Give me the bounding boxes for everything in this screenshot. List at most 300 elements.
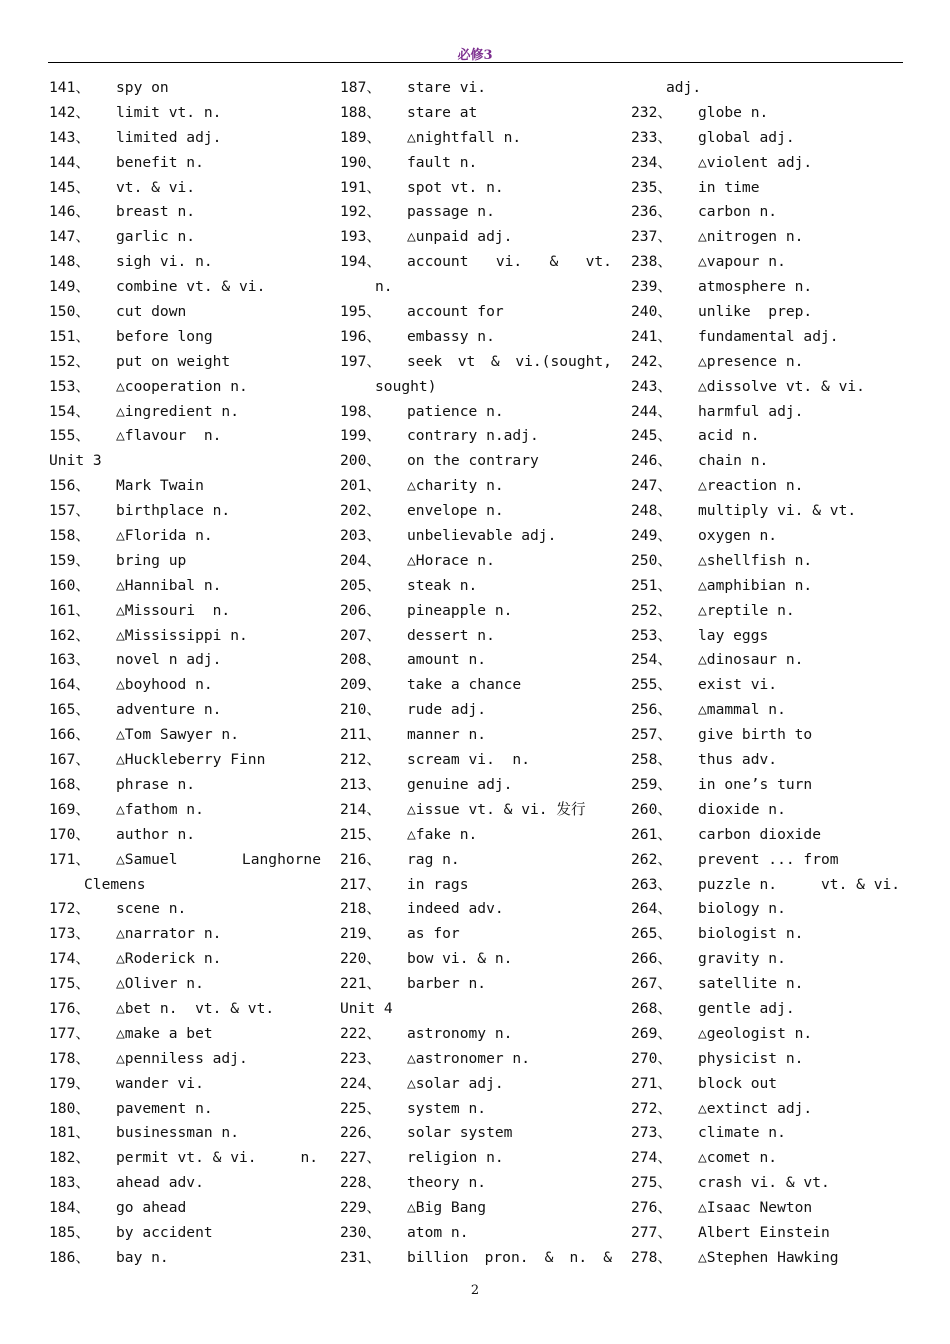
- vocab-term: spy on: [116, 79, 169, 96]
- vocab-term: indeed adv.: [407, 900, 504, 918]
- entry-number: 252、: [631, 601, 672, 619]
- vocab-term: thus adv.: [698, 751, 778, 769]
- vocab-entry: [340, 873, 612, 898]
- entry-number: 201、: [340, 477, 381, 495]
- vocab-entry: [631, 599, 903, 624]
- unit-heading: [49, 449, 321, 474]
- vocab-entry: [340, 1196, 612, 1221]
- entry-number: 194、: [340, 253, 381, 271]
- vocab-entry-continuation: [49, 873, 321, 898]
- vocab-entry: [631, 524, 903, 549]
- entry-number: 189、: [340, 128, 381, 146]
- vocab-term: △Isaac Newton: [698, 1199, 813, 1217]
- vocab-entry: [49, 350, 321, 375]
- vocab-entry: [340, 200, 612, 225]
- vocab-entry: [340, 76, 612, 101]
- vocab-term: multiply vi. & vt.: [698, 502, 857, 520]
- entry-number: 251、: [631, 576, 672, 594]
- entry-number: 230、: [340, 1223, 381, 1241]
- vocab-entry: [631, 474, 903, 499]
- vocab-entry: [631, 300, 903, 325]
- vocab-term-word: &: [603, 1248, 612, 1266]
- vocab-entry: [340, 922, 612, 947]
- vocab-entry: [49, 275, 321, 300]
- vocab-entry: [340, 723, 612, 748]
- vocab-entry: [631, 275, 903, 300]
- vocab-term: system n.: [407, 1099, 487, 1117]
- vocab-entry: [631, 723, 903, 748]
- vocab-entry: [631, 1072, 903, 1097]
- entry-number: 154、: [49, 402, 90, 420]
- entry-number: 209、: [340, 676, 381, 694]
- vocab-term-word: &: [490, 352, 500, 370]
- vocab-entry: [49, 176, 321, 201]
- entry-number: 163、: [49, 651, 90, 669]
- vocab-entry: [49, 325, 321, 350]
- vocab-term: △flavour n.: [116, 427, 222, 445]
- entry-number: 157、: [49, 502, 90, 520]
- entry-number: 275、: [631, 1174, 672, 1192]
- entry-number: 222、: [340, 1024, 381, 1042]
- entry-number: 266、: [631, 950, 672, 968]
- unit-heading-text: Unit 3: [49, 452, 102, 470]
- vocab-entry: [49, 698, 321, 723]
- vocab-term: △boyhood n.: [116, 676, 213, 694]
- vocab-entry: [49, 524, 321, 549]
- vocab-entry: [631, 499, 903, 524]
- vocab-entry: [49, 823, 321, 848]
- vocab-term: religion n.: [407, 1149, 504, 1167]
- entry-number: 248、: [631, 502, 672, 520]
- vocab-entry: [49, 225, 321, 250]
- entry-number: 221、: [340, 975, 381, 993]
- vocab-term: △Horace n.: [407, 551, 495, 569]
- entry-number: 147、: [49, 228, 90, 246]
- vocab-entry: [49, 1146, 321, 1171]
- entry-number: 274、: [631, 1149, 672, 1167]
- entry-number: 176、: [49, 999, 90, 1017]
- vocab-entry: [49, 922, 321, 947]
- entry-number: 226、: [340, 1124, 381, 1142]
- entry-number: 267、: [631, 975, 672, 993]
- entry-number: 262、: [631, 850, 672, 868]
- vocab-entry: [631, 1246, 903, 1271]
- vocab-entry: [49, 748, 321, 773]
- vocab-entry: [340, 848, 612, 873]
- entry-number: 160、: [49, 576, 90, 594]
- vocab-term: △unpaid adj.: [407, 228, 513, 246]
- entry-number: 190、: [340, 153, 381, 171]
- vocab-term: go ahead: [116, 1199, 187, 1217]
- vocab-term: △reptile n.: [698, 601, 795, 619]
- vocab-entry: [631, 648, 903, 673]
- entry-number: 249、: [631, 527, 672, 545]
- vocab-term: carbon n.: [698, 203, 778, 221]
- entry-number: 207、: [340, 626, 381, 644]
- entry-number: 271、: [631, 1074, 672, 1092]
- vocab-entry: [631, 698, 903, 723]
- vocab-entry: [631, 1047, 903, 1072]
- vocab-term: [116, 848, 321, 873]
- vocab-term: unbelievable adj.: [407, 527, 557, 545]
- entry-number: 277、: [631, 1223, 672, 1241]
- vocab-term-word: Langhorne: [241, 850, 321, 868]
- vocab-term: △bet n. vt. & vt.: [116, 999, 275, 1017]
- entry-number: 254、: [631, 651, 672, 669]
- vocab-term: fault n.: [407, 153, 478, 171]
- entry-number: 265、: [631, 925, 672, 943]
- vocab-term: garlic n.: [116, 228, 196, 246]
- vocab-term: unlike prep.: [698, 303, 813, 321]
- vocab-term: envelope n.: [407, 502, 504, 520]
- vocab-entry: [340, 798, 612, 823]
- vocab-entry: [340, 1171, 612, 1196]
- entry-number: 174、: [49, 950, 90, 968]
- entry-number: 217、: [340, 875, 381, 893]
- vocab-term: [407, 1246, 612, 1271]
- entry-number: 178、: [49, 1049, 90, 1067]
- entry-number: 184、: [49, 1199, 90, 1217]
- vocab-entry: [49, 101, 321, 126]
- vocab-entry: [631, 325, 903, 350]
- entry-number: 148、: [49, 253, 90, 271]
- entry-number: 166、: [49, 726, 90, 744]
- vocab-term: △Roderick n.: [116, 950, 222, 968]
- entry-number: 208、: [340, 651, 381, 669]
- vocab-entry: [631, 1196, 903, 1221]
- vocab-entry: [340, 449, 612, 474]
- entry-number: 143、: [49, 128, 90, 146]
- entry-number: 145、: [49, 178, 90, 196]
- entry-number: 213、: [340, 775, 381, 793]
- vocab-term: △Huckleberry Finn: [116, 751, 266, 769]
- vocab-term: bow vi. & n.: [407, 950, 513, 968]
- vocab-term: biologist n.: [698, 925, 804, 943]
- vocab-term: stare at: [407, 103, 478, 121]
- entry-number: 272、: [631, 1099, 672, 1117]
- vocab-term: △Missouri n.: [116, 601, 231, 619]
- vocab-term: △shellfish n.: [698, 551, 813, 569]
- vocab-term: in time: [698, 178, 760, 196]
- vocab-term: exist vi.: [698, 676, 778, 694]
- entry-number: 202、: [340, 502, 381, 520]
- vocab-term: give birth to: [698, 726, 813, 744]
- entry-number: 170、: [49, 825, 90, 843]
- vocab-term: combine vt. & vi.: [116, 278, 266, 296]
- entry-number: 215、: [340, 825, 381, 843]
- vocab-entry: [631, 549, 903, 574]
- vocab-entry: [631, 897, 903, 922]
- entry-number: 183、: [49, 1174, 90, 1192]
- vocab-term: businessman n.: [116, 1124, 240, 1142]
- entry-number: 264、: [631, 900, 672, 918]
- entry-number: 193、: [340, 228, 381, 246]
- entry-number: 191、: [340, 178, 381, 196]
- vocab-entry: [340, 823, 612, 848]
- entry-number: 168、: [49, 775, 90, 793]
- vocab-term: gravity n.: [698, 950, 786, 968]
- entry-number: 214、: [340, 800, 381, 818]
- entry-number: 162、: [49, 626, 90, 644]
- entry-number: 256、: [631, 701, 672, 719]
- vocab-term-word: vt.: [585, 253, 612, 271]
- entry-number: 260、: [631, 800, 672, 818]
- vocab-entry: [340, 748, 612, 773]
- entry-number: 169、: [49, 800, 90, 818]
- vocab-entry: [340, 599, 612, 624]
- vocab-entry: [49, 200, 321, 225]
- vocab-term: lay eggs: [698, 626, 769, 644]
- vocab-entry: [340, 549, 612, 574]
- vocab-entry: [49, 499, 321, 524]
- vocab-entry: [631, 1171, 903, 1196]
- vocab-term: △reaction n.: [698, 477, 804, 495]
- vocab-entry: [340, 1047, 612, 1072]
- vocab-entry: [631, 798, 903, 823]
- vocab-entry: [631, 1097, 903, 1122]
- vocab-term: steak n.: [407, 576, 478, 594]
- vocab-entry: [340, 176, 612, 201]
- vocab-entry: [49, 1196, 321, 1221]
- vocab-term: scene n.: [116, 900, 187, 918]
- vocab-entry: [49, 250, 321, 275]
- vocab-term: △comet n.: [698, 1149, 778, 1167]
- vocab-term: △penniless adj.: [116, 1049, 248, 1067]
- vocab-term: puzzle n. vt. & vi.: [698, 875, 901, 893]
- vocab-entry: [340, 673, 612, 698]
- vocab-term: △make a bet: [116, 1024, 213, 1042]
- vocab-entry: [49, 773, 321, 798]
- entry-number: 152、: [49, 352, 90, 370]
- entry-number: 185、: [49, 1223, 90, 1241]
- vocab-term-word: vt: [457, 352, 476, 370]
- vocab-entry: [340, 151, 612, 176]
- vocab-term-word: seek: [407, 352, 443, 370]
- vocab-term: pavement n.: [116, 1099, 213, 1117]
- entry-number: 195、: [340, 303, 381, 321]
- vocab-term: △Oliver n.: [116, 975, 204, 993]
- vocab-term: Albert Einstein: [698, 1223, 830, 1241]
- vocab-term: △dinosaur n.: [698, 651, 804, 669]
- vocab-term: scream vi. n.: [407, 751, 531, 769]
- entry-number: 210、: [340, 701, 381, 719]
- vocab-term: vt. & vi.: [116, 178, 196, 196]
- vocab-entry: [49, 424, 321, 449]
- vocab-term: in one’s turn: [698, 775, 813, 793]
- entry-number: 156、: [49, 477, 90, 495]
- entry-number: 263、: [631, 875, 672, 893]
- entry-number: 141、: [49, 79, 90, 96]
- vocab-term: ahead adv.: [116, 1174, 204, 1192]
- vocab-entry: [49, 1072, 321, 1097]
- vocab-term: acid n.: [698, 427, 760, 445]
- vocab-term-word: billion: [407, 1248, 469, 1266]
- vocab-entry: [340, 424, 612, 449]
- vocab-column-1: [49, 76, 321, 1271]
- page-header-title: 必修3: [457, 48, 493, 63]
- vocab-term: phrase n.: [116, 775, 196, 793]
- entry-number: 150、: [49, 303, 90, 321]
- entry-number: 259、: [631, 775, 672, 793]
- vocab-term: △charity n.: [407, 477, 504, 495]
- entry-number: 218、: [340, 900, 381, 918]
- vocab-term: patience n.: [407, 402, 504, 420]
- vocab-entry: [49, 798, 321, 823]
- header-rule: [48, 62, 903, 63]
- vocab-entry: [340, 1246, 612, 1271]
- vocab-entry: [340, 972, 612, 997]
- vocab-term: theory n.: [407, 1174, 487, 1192]
- vocab-entry: [631, 176, 903, 201]
- entry-number: 182、: [49, 1149, 90, 1167]
- vocab-term: △mammal n.: [698, 701, 786, 719]
- vocab-term: embassy n.: [407, 327, 495, 345]
- entry-number: 257、: [631, 726, 672, 744]
- vocab-term: chain n.: [698, 452, 769, 470]
- vocab-term: △fathom n.: [116, 800, 204, 818]
- vocab-entry: [340, 400, 612, 425]
- vocab-entry: [49, 897, 321, 922]
- vocab-entry: [340, 300, 612, 325]
- vocab-term: globe n.: [698, 103, 769, 121]
- vocab-entry: [340, 524, 612, 549]
- vocab-term: stare vi.: [407, 79, 487, 96]
- vocab-term: contrary n.adj.: [407, 427, 539, 445]
- vocab-entry-continuation: [340, 375, 612, 400]
- entry-number: 276、: [631, 1199, 672, 1217]
- vocab-entry: [340, 1022, 612, 1047]
- entry-number: 196、: [340, 327, 381, 345]
- entry-number: 211、: [340, 726, 381, 744]
- vocab-entry: [631, 375, 903, 400]
- vocab-term: put on weight: [116, 352, 231, 370]
- entry-number: 206、: [340, 601, 381, 619]
- entry-number: 204、: [340, 551, 381, 569]
- vocab-entry: [631, 350, 903, 375]
- entry-number: 165、: [49, 701, 90, 719]
- vocab-entry: [49, 1121, 321, 1146]
- entry-number: 200、: [340, 452, 381, 470]
- vocab-column-2: [340, 76, 612, 1271]
- vocab-entry: [340, 947, 612, 972]
- vocab-term: △issue vt. & vi. 发行: [407, 800, 586, 818]
- entry-number: 253、: [631, 626, 672, 644]
- vocab-term: author n.: [116, 825, 196, 843]
- vocab-term-continuation: Clemens: [84, 875, 146, 893]
- vocab-term: limited adj.: [116, 128, 222, 146]
- vocab-term: △amphibian n.: [698, 576, 813, 594]
- vocab-term: △Hannibal n.: [116, 576, 222, 594]
- entry-number: 270、: [631, 1049, 672, 1067]
- vocab-term: △nitrogen n.: [698, 228, 804, 246]
- vocab-entry: [49, 673, 321, 698]
- vocab-entry: [340, 474, 612, 499]
- vocab-term: satellite n.: [698, 975, 804, 993]
- entry-number: 239、: [631, 278, 672, 296]
- vocab-entry: [340, 1221, 612, 1246]
- entry-number: 278、: [631, 1248, 672, 1266]
- vocab-entry: [631, 997, 903, 1022]
- vocab-entry: [49, 400, 321, 425]
- vocab-entry: [49, 549, 321, 574]
- vocab-term-word: n.: [569, 1248, 588, 1266]
- vocab-entry: [340, 1121, 612, 1146]
- vocab-term: genuine adj.: [407, 775, 513, 793]
- vocab-term: carbon dioxide: [698, 825, 822, 843]
- entry-number: 164、: [49, 676, 90, 694]
- vocab-term: on the contrary: [407, 452, 539, 470]
- entry-number: 220、: [340, 950, 381, 968]
- entry-number: 181、: [49, 1124, 90, 1142]
- vocab-entry: [340, 499, 612, 524]
- entry-number: 175、: [49, 975, 90, 993]
- vocab-entry: [49, 375, 321, 400]
- vocab-entry: [340, 250, 612, 275]
- vocab-entry: [631, 773, 903, 798]
- vocab-term: △astronomer n.: [407, 1049, 531, 1067]
- vocab-entry: [49, 599, 321, 624]
- vocab-entry: [631, 673, 903, 698]
- vocab-term: novel n adj.: [116, 651, 222, 669]
- vocab-term: △Florida n.: [116, 527, 213, 545]
- vocab-entry: [49, 151, 321, 176]
- vocab-term: prevent ... from: [698, 850, 839, 868]
- vocab-term: by accident: [116, 1223, 213, 1241]
- vocab-term: rag n.: [407, 850, 460, 868]
- vocab-term: block out: [698, 1074, 778, 1092]
- entry-number: 268、: [631, 999, 672, 1017]
- vocab-term: harmful adj.: [698, 402, 804, 420]
- entry-number: 236、: [631, 203, 672, 221]
- entry-number: 171、: [49, 850, 90, 868]
- entry-number: 255、: [631, 676, 672, 694]
- vocab-term: cut down: [116, 303, 187, 321]
- entry-number: 234、: [631, 153, 672, 171]
- vocab-term: △violent adj.: [698, 153, 813, 171]
- vocab-term: benefit n.: [116, 153, 204, 171]
- vocab-term: amount n.: [407, 651, 487, 669]
- vocab-entry: [631, 1022, 903, 1047]
- vocab-entry: [49, 474, 321, 499]
- vocab-entry: [631, 574, 903, 599]
- vocab-term: manner n.: [407, 726, 487, 744]
- vocab-term: permit vt. & vi. n.: [116, 1149, 319, 1167]
- vocab-term-continuation: sought): [375, 377, 437, 395]
- vocab-term: △dissolve vt. & vi.: [698, 377, 865, 395]
- vocab-term: [407, 350, 612, 375]
- vocab-entry: [631, 624, 903, 649]
- entry-number: 216、: [340, 850, 381, 868]
- entry-number: 173、: [49, 925, 90, 943]
- entry-number: 247、: [631, 477, 672, 495]
- vocab-term: take a chance: [407, 676, 522, 694]
- vocab-entry: [631, 101, 903, 126]
- unit-heading-text: Unit 4: [340, 999, 393, 1017]
- entry-number: 203、: [340, 527, 381, 545]
- vocab-term: △geologist n.: [698, 1024, 813, 1042]
- vocab-entry: [631, 1221, 903, 1246]
- entry-number: 227、: [340, 1149, 381, 1167]
- vocab-entry: [49, 300, 321, 325]
- vocab-term: △Mississippi n.: [116, 626, 248, 644]
- vocab-entry: [631, 400, 903, 425]
- vocab-entry: [340, 101, 612, 126]
- entry-number: 240、: [631, 303, 672, 321]
- entry-number: 198、: [340, 402, 381, 420]
- vocab-entry: [49, 1097, 321, 1122]
- vocab-entry: [340, 1072, 612, 1097]
- entry-number: 231、: [340, 1248, 381, 1266]
